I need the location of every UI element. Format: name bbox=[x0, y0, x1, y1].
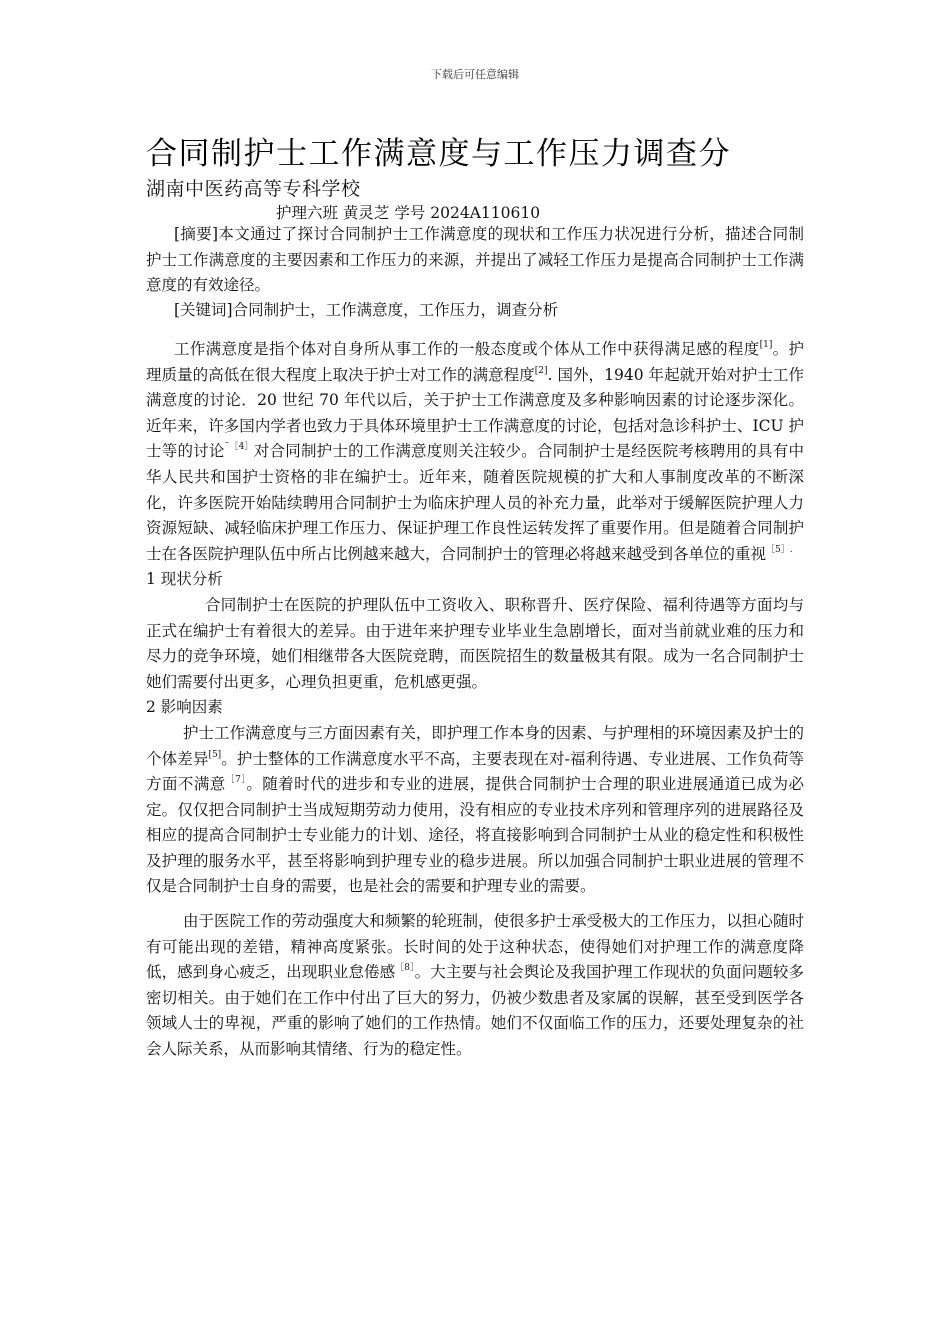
section-heading-1: 1 现状分析 bbox=[146, 570, 223, 589]
citation-ref: [2] bbox=[534, 365, 548, 376]
citation-ref: ［8］ bbox=[395, 963, 415, 974]
citation-ref: ［5］. bbox=[766, 544, 793, 555]
section2-p1-text-1: 护士工作满意度与三方面因素有关，即护理工作本身的因素、与护理相的环境因素及护士的个体差异 bbox=[146, 723, 804, 768]
abstract-text: [摘要]本文通过了探讨合同制护士工作满意度的现状和工作压力状况进行分析，描述合同制护士工作满意度的主要因素和工作压力的来源，并提出了减轻工作压力是提高合同制护士工作满意度的有效途径。 bbox=[146, 225, 804, 295]
author-line: 护理六班 黄灵芝 学号 2024A110610 bbox=[276, 204, 541, 222]
intro-text-2: 。护理质量的高低在很大程度上取决于护士对工作的满意程度 bbox=[146, 340, 804, 384]
section2-p2-text-1: 由于医院工作的劳动强度大和频繁的轮班制，使很多护士承受极大的工作压力，以担心随时有可能出现的差错，精神高度紧张。长时间的处于这种状态，使得她们对护理工作的满意度降低，感到身心疲乏，出现职业怠倦感 bbox=[146, 912, 804, 982]
article-body bbox=[146, 337, 804, 1063]
keywords-text: [关键词]合同制护士，工作满意度，工作压力，调查分析 bbox=[174, 301, 559, 319]
abstract bbox=[146, 222, 804, 299]
intro-text-4: 对合同制护士的工作满意度则关注较少。合同制护士是经医院考核聘用的具有中华人民共和国护士资格的非在编护士。近年来，随着医院规模的扩大和人事制度改革的不断深化，许多医院开始陆续聘用合同制护士为临床护理人员的补充力量，此举对于缓解医院护理人力资源短缺、减轻临床护理工作压力、保证护理工作良性运转发挥了重要作用。但是随着合同制护士在各医院护理队伍中所占比例越来越大，合同制护士的管理必将越来越受到各单位的重视 bbox=[146, 442, 804, 563]
document-title: 合同制护士工作满意度与工作压力调查分 bbox=[146, 136, 731, 172]
section2-p1-text-2: 。护士整体的工作满意度水平不高，主要表现在对-福利待遇、专业进展、工作负荷等方面不满意 bbox=[146, 749, 804, 794]
paragraph-gap bbox=[146, 900, 804, 909]
section2-p2-text-2: 。大主要与社会舆论及我国护理工作现状的负面问题较多密切相关。由于她们在工作中付出了巨大的努力，仍被少数患者及家属的误解，甚至受到医学各领域人士的卑视，严重的影响了她们的工作热情。她们不仅面临工作的压力，还要处理复杂的社会人际关系，从而影响其情绪、行为的稳定性。 bbox=[146, 963, 804, 1059]
keywords bbox=[146, 298, 804, 324]
citation-ref: ［7］ bbox=[225, 775, 247, 786]
intro-text-1: 工作满意度是指个体对自身所从事工作的一般态度或个体从工作中获得满足感的程度 bbox=[174, 340, 760, 358]
intro-text-3: . 国外，1940 年起就开始对护士工作满意度的讨论．20 世纪 70 年代以后，关于护士工作满意度及多种影响因素的讨论逐步深化。近年来，许多国内学者也致力于具体环境里护士工作满意度的讨论，包括对急诊科护士、ICU 护士等的讨论 bbox=[146, 365, 804, 461]
section1-paragraph: 合同制护士在医院的护理队伍中工资收入、职称晋升、医疗保险、福利待遇等方面均与正式在编护士有着很大的差异。由于进年来护理专业毕业生急剧增长，面对当前就业难的压力和尽力的竞争环境，她们相继带各大医院竞聘，而医院招生的数量极其有限。成为一名合同制护士她们需要付出更多，心理负担更重，危机感更强。 bbox=[146, 595, 804, 691]
citation-ref: ¨［4］ bbox=[224, 442, 254, 453]
section2-paragraph-1 bbox=[146, 721, 804, 900]
citation-ref: [1] bbox=[759, 340, 773, 350]
intro-paragraph bbox=[146, 337, 804, 567]
section2-p1-text-3: 。随着时代的进步和专业的进展，提供合同制护士合理的职业进展通道已成为必定。仅仅把合同制护士当成短期劳动力使用，没有相应的专业技术序列和管理序列的进展路径及相应的提高合同制护士专业能力的计划、途径，将直接影响到合同制护士从业的稳定性和积极性及护理的服务水平，甚至将影响到护理专业的稳步进展。所以加强合同制护士职业进展的管理不仅是合同制护士自身的需要，也是社会的需要和护理专业的需要。 bbox=[146, 775, 804, 896]
header-note: 下载后可任意编辑 bbox=[431, 68, 519, 81]
school-name: 湖南中医药高等专科学校 bbox=[146, 178, 361, 200]
section-heading-2: 2 影响因素 bbox=[146, 698, 223, 717]
citation-ref: [5] bbox=[208, 749, 222, 760]
section2-paragraph-2 bbox=[146, 909, 804, 1063]
